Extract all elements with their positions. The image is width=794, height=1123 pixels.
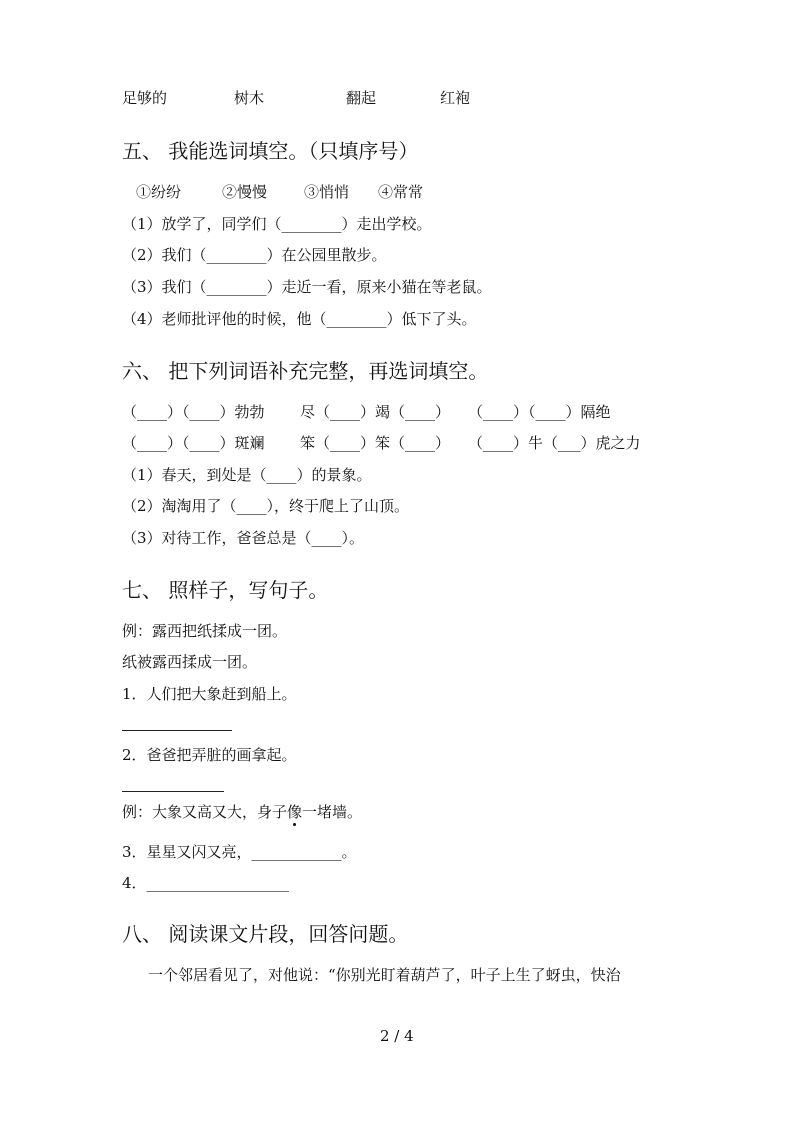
answer-line-2[interactable] <box>122 791 224 792</box>
emphasis-dot-char: 像 <box>287 803 303 821</box>
example-1-result: 纸被露西揉成一团。 <box>122 653 258 671</box>
option-3: ③悄悄 <box>304 183 350 201</box>
idiom-1[interactable]: （____）（____）勃勃 <box>122 403 265 421</box>
word-1: 足够的 <box>122 89 168 107</box>
s5-item-3: （3）我们（________）走近一看，原来小猫在等老鼠。 <box>122 278 492 296</box>
s6-item-2[interactable]: （2）淘淘用了（____），终于爬上了山顶。 <box>122 497 410 515</box>
idiom-6[interactable]: （____）牛（___）虎之力 <box>468 434 641 452</box>
s6-item-3[interactable]: （3）对待工作，爸爸总是（____）。 <box>122 529 365 547</box>
word-4: 红袍 <box>440 89 471 107</box>
answer-blank[interactable]: ________ <box>281 215 342 233</box>
s5-item-2: （2）我们（________）在公园里散步。 <box>122 246 387 264</box>
answer-blank[interactable]: ___________________ <box>146 874 290 892</box>
idiom-3[interactable]: （____）（____）隔绝 <box>468 403 611 421</box>
word-2: 树木 <box>234 89 265 107</box>
section-6-heading: 六、 把下列词语补充完整，再选词填空。 <box>122 359 489 383</box>
option-4: ④常常 <box>378 183 424 201</box>
answer-blank[interactable]: ________ <box>206 246 267 264</box>
idiom-5[interactable]: 笨（____）笨（____） <box>300 434 451 452</box>
section-5-heading: 五、 我能选词填空。（只填序号） <box>122 139 419 163</box>
s6-item-1[interactable]: （1）春天，到处是（____）的景象。 <box>122 466 372 484</box>
answer-blank[interactable]: ________ <box>206 278 267 296</box>
question-3: 3．星星又闪又亮，____________。 <box>122 843 357 861</box>
section-7-heading: 七、 照样子，写句子。 <box>122 578 329 602</box>
word-3: 翻起 <box>346 89 377 107</box>
idiom-2[interactable]: 尽（____）竭（____） <box>300 403 451 421</box>
answer-blank[interactable]: ________ <box>326 310 387 328</box>
example-2: 例：大象又高又大，身子像一堵墙。 <box>122 803 363 821</box>
question-1: 1．人们把大象赶到船上。 <box>122 685 297 703</box>
idiom-4[interactable]: （____）（____）斑斓 <box>122 434 265 452</box>
s5-item-4: （4）老师批评他的时候，他（________）低下了头。 <box>122 310 477 328</box>
section-8-heading: 八、 阅读课文片段，回答问题。 <box>122 922 409 946</box>
answer-blank[interactable]: ____________ <box>251 843 342 861</box>
option-1: ①纷纷 <box>136 183 182 201</box>
question-4: 4．___________________ <box>122 874 290 892</box>
example-1: 例：露西把纸揉成一团。 <box>122 622 288 640</box>
answer-line-1[interactable] <box>122 730 232 731</box>
question-2: 2．爸爸把弄脏的画拿起。 <box>122 746 297 764</box>
reading-paragraph: 一个邻居看见了，对他说：“你别光盯着葫芦了，叶子上生了蚜虫，快治 <box>148 966 621 984</box>
option-2: ②慢慢 <box>222 183 268 201</box>
s5-item-1: （1）放学了，同学们（________）走出学校。 <box>122 215 432 233</box>
page-number: 2 / 4 <box>380 1027 414 1045</box>
